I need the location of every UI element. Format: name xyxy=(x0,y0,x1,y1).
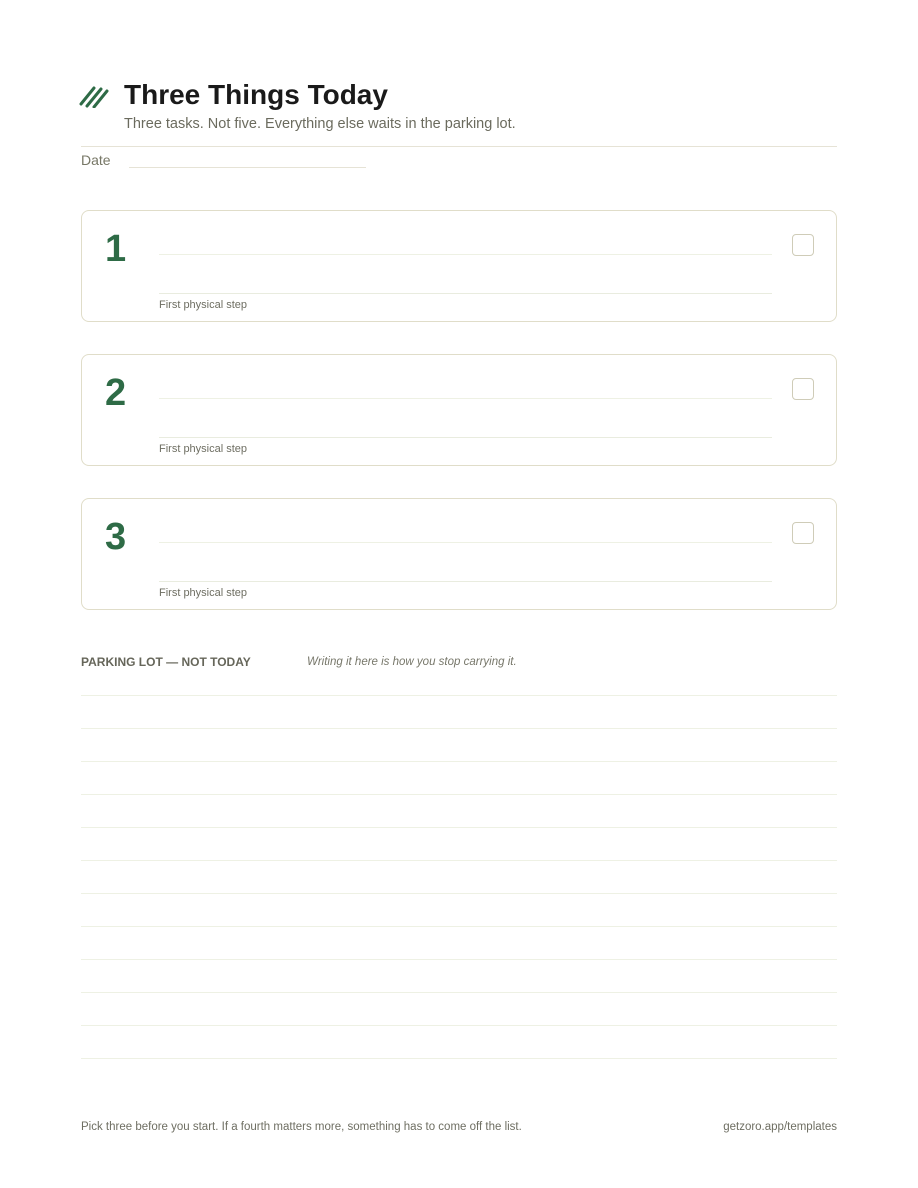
parking-lot-note: Writing it here is how you stop carrying it. xyxy=(307,656,517,668)
task-write-line[interactable] xyxy=(159,542,772,543)
task-step-label: First physical step xyxy=(159,443,248,455)
task-step-line[interactable] xyxy=(159,581,772,582)
task-write-line[interactable] xyxy=(159,398,772,399)
parking-lot-line[interactable] xyxy=(81,1058,837,1091)
task-checkbox[interactable] xyxy=(792,378,814,400)
task-checkbox[interactable] xyxy=(792,522,814,544)
date-field-line[interactable] xyxy=(129,167,366,168)
task-step-label: First physical step xyxy=(159,587,248,599)
parking-lot-line[interactable] xyxy=(81,794,837,827)
parking-lot-line[interactable] xyxy=(81,1025,837,1058)
task-card-3 xyxy=(81,498,837,610)
footer-url: getzoro.app/templates xyxy=(723,1121,837,1133)
task-write-line[interactable] xyxy=(159,254,772,255)
page-subtitle: Three tasks. Not five. Everything else waits in the parking lot. xyxy=(124,116,516,132)
header-divider xyxy=(81,146,837,147)
parking-lot-line[interactable] xyxy=(81,761,837,794)
task-checkbox[interactable] xyxy=(792,234,814,256)
parking-lot-line[interactable] xyxy=(81,992,837,1025)
task-number: 2 xyxy=(105,372,127,414)
task-card-2 xyxy=(81,354,837,466)
date-label: Date xyxy=(81,152,111,168)
task-number: 1 xyxy=(105,228,127,270)
parking-lot-line[interactable] xyxy=(81,728,837,761)
parking-lot-line[interactable] xyxy=(81,959,837,992)
footer-instruction: Pick three before you start. If a fourth matters more, something has to come off the list. xyxy=(81,1121,522,1133)
parking-lot-line[interactable] xyxy=(81,893,837,926)
parking-lot-line[interactable] xyxy=(81,695,837,728)
task-card-1 xyxy=(81,210,837,322)
task-number: 3 xyxy=(105,516,127,558)
parking-lot-line[interactable] xyxy=(81,926,837,959)
parking-lot-lines xyxy=(81,695,837,1091)
task-step-label: First physical step xyxy=(159,299,248,311)
parking-lot-line[interactable] xyxy=(81,827,837,860)
parking-lot-line[interactable] xyxy=(81,860,837,893)
task-step-line[interactable] xyxy=(159,437,772,438)
task-step-line[interactable] xyxy=(159,293,772,294)
three-stripes-logo-icon xyxy=(79,82,109,108)
page-title: Three Things Today xyxy=(124,79,388,110)
parking-lot-title: PARKING LOT — NOT TODAY xyxy=(81,655,251,669)
